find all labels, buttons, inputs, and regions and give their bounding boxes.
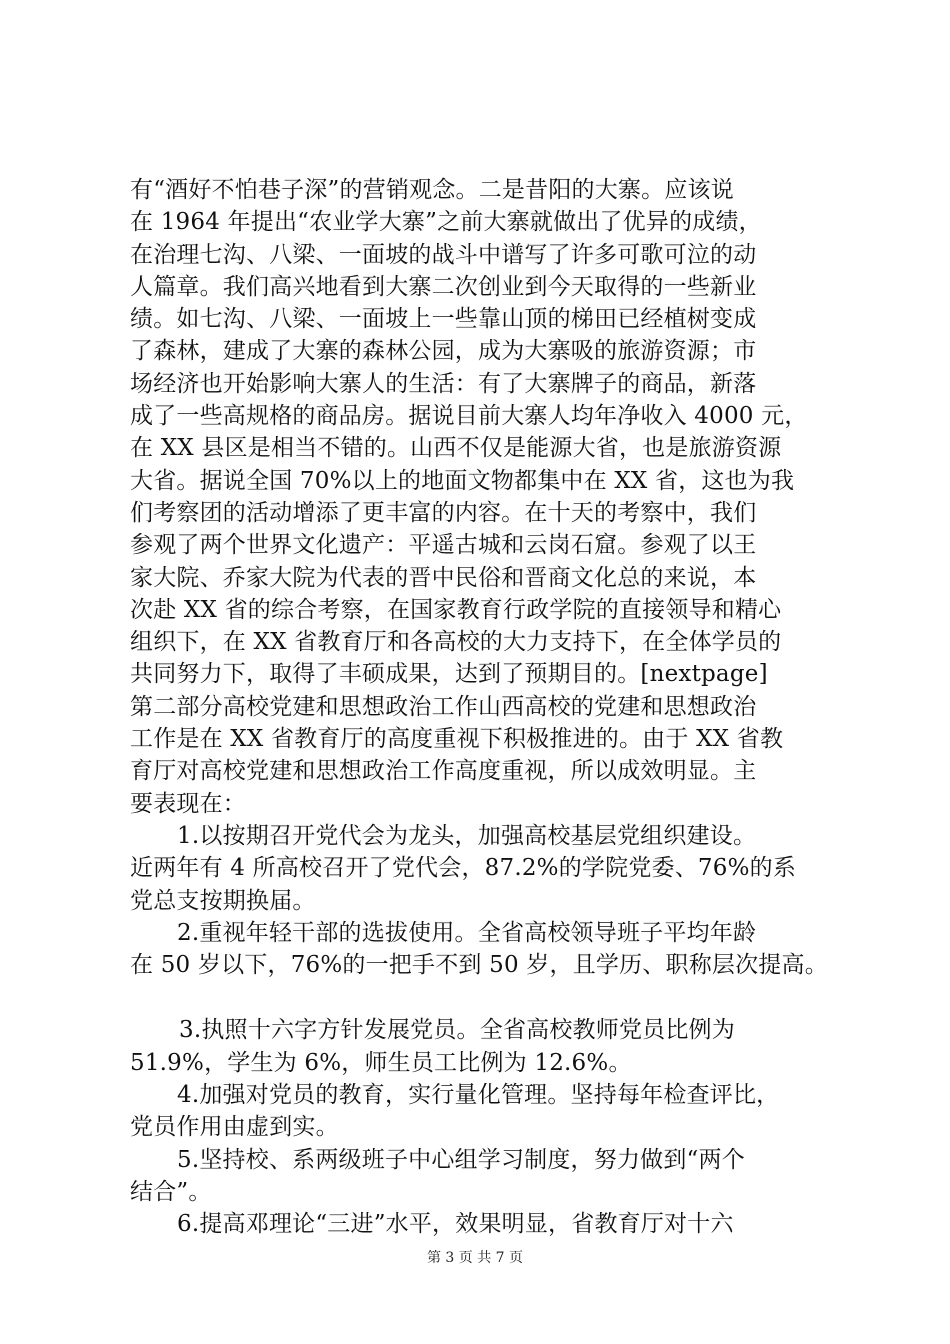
text-line: 参观了两个世界文化遗产：平遥古城和云岗石窟。参观了以王 [130,532,757,559]
text-line: 场经济也开始影响大寨人的生活：有了大寨牌子的商品，新落 [130,370,757,397]
text-line: 育厅对高校党建和思想政治工作高度重视，所以成效明显。主 [130,758,757,785]
list-item-line: 4.加强对党员的教育，实行量化管理。坚持每年检查评比， [177,1082,780,1109]
text-line: 了森林，建成了大寨的森林公园，成为大寨吸的旅游资源；市 [130,338,757,365]
text-line: 在 1964 年提出“农业学大寨”之前大寨就做出了优异的成绩， [130,209,762,236]
blank-line [130,981,830,1014]
text-line: 们考察团的活动增添了更丰富的内容。在十天的考察中，我们 [130,499,757,526]
body-text [130,174,830,1241]
text-line: 共同努力下，取得了丰硕成果，达到了预期目的。[nextpage] [130,661,768,688]
text-line: 要表现在： [130,790,246,817]
page-footer: 第 3 页 共 7 页 [426,1250,524,1266]
text-line: 有“酒好不怕巷子深”的营销观念。二是昔阳的大寨。应该说 [130,177,734,203]
list-item-line: 2.重视年轻干部的选拔使用。全省高校领导班子平均年龄 [177,919,757,946]
list-item-line: 结合”。 [130,1178,212,1205]
text-line: 绩。如七沟、八梁、一面坡上一些靠山顶的梯田已经植树变成 [130,306,757,333]
list-item-line: 5.坚持校、系两级班子中心组学习制度，努力做到“两个 [177,1146,745,1173]
text-line: 家大院、乔家大院为代表的晋中民俗和晋商文化总的来说，本 [130,564,757,591]
list-item-line: 在 50 岁以下，76%的一把手不到 50 岁，且学历、职称层次提高。 [130,952,828,979]
list-item [130,1079,830,1144]
text-line: 次赴 XX 省的综合考察，在国家教育行政学院的直接领导和精心 [130,596,782,623]
text-line: 成了一些高规格的商品房。据说目前大寨人均年净收入 4000 元， [130,403,808,430]
list-item [130,1014,830,1079]
list-item-line: 51.9%，学生为 6%，师生员工比例为 12.6%。 [130,1049,632,1076]
text-line: 在 XX 县区是相当不错的。山西不仅是能源大省，也是旅游资源 [130,435,782,462]
text-line: 第二部分高校党建和思想政治工作山西高校的党建和思想政治 [130,693,757,720]
text-line: 在治理七沟、八梁、一面坡的战斗中谱写了许多可歌可泣的动 [130,241,757,268]
list-item-line: 党员作用由虚到实。 [130,1114,339,1141]
paragraph-intro [130,174,830,820]
list-item [130,1208,830,1240]
list-item [130,1144,830,1209]
text-line: 组织下，在 XX 省教育厅和各高校的大力支持下，在全体学员的 [130,629,782,656]
text-line: 工作是在 XX 省教育厅的高度重视下积极推进的。由于 XX 省教 [130,726,784,753]
list-item [130,820,830,917]
list-item-line: 1.以按期召开党代会为龙头，加强高校基层党组织建设。 [177,822,757,849]
list-item [130,917,830,982]
list-item-line: 6.提高邓理论“三进”水平，效果明显，省教育厅对十六 [177,1211,734,1238]
text-line: 大省。据说全国 70%以上的地面文物都集中在 XX 省，这也为我 [130,467,795,494]
list-item-line: 党总支按期换届。 [130,887,316,914]
text-line: 人篇章。我们高兴地看到大寨二次创业到今天取得的一些新业 [130,273,757,300]
list-item-line: 近两年有 4 所高校召开了党代会，87.2%的学院党委、76%的系 [130,855,797,882]
list-item-line: 3.执照十六字方针发展党员。全省高校教师党员比例为 [179,1017,735,1044]
